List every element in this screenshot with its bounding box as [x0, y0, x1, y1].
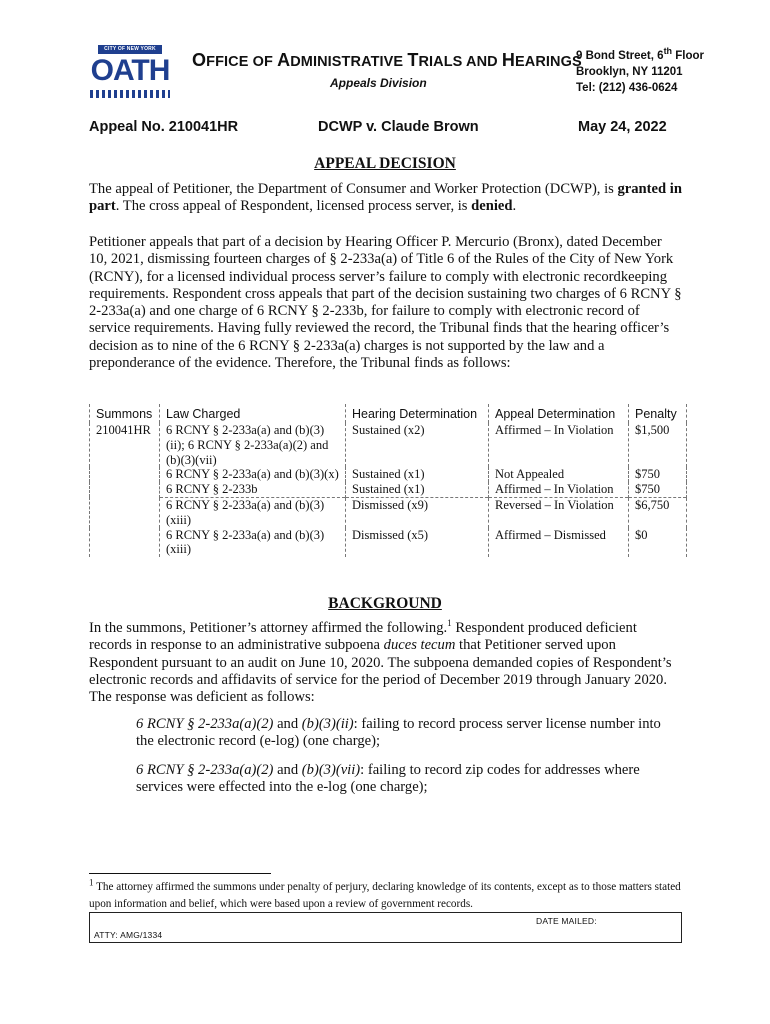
- cell-summons: 210041HR: [90, 423, 160, 467]
- cell-law: 6 RCNY § 2-233a(a) and (b)(3)(ii); 6 RCNY § 2-233a(a)(2) and (b)(3)(vii): [160, 423, 346, 467]
- cell-appeal: Affirmed – Dismissed: [489, 528, 629, 558]
- office-title: OFFICE OF ADMINISTRATIVE TRIALS AND HEARINGS: [192, 50, 582, 70]
- cell-summons: [90, 497, 160, 527]
- cell-summons: [90, 482, 160, 497]
- address-line-2: Brooklyn, NY 11201: [576, 66, 683, 78]
- cell-law: 6 RCNY § 2-233a(a) and (b)(3)(x): [160, 467, 346, 482]
- appeal-number: Appeal No. 210041HR: [89, 119, 239, 135]
- cell-hearing: Sustained (x1): [346, 467, 489, 482]
- office-address: [576, 48, 704, 96]
- cell-summons: [90, 528, 160, 558]
- cell-hearing: Dismissed (x5): [346, 528, 489, 558]
- list-item: 6 RCNY § 2-233a(a)(2) and (b)(3)(ii): failing to record process server license number into the electronic record (e-log) (one charge);: [136, 716, 661, 750]
- header-law-charged: Law Charged: [160, 404, 346, 423]
- address-line-3: Tel: (212) 436-0624: [576, 82, 678, 94]
- background-paragraph: In the summons, Petitioner’s attorney affirmed the following.$^1$ Respondent produced deficient records in response to an administrative subpoena duces tecum that Petitioner served upon Respondent pursuant to an audit on June 10, 2020. The subpoena demanded copies of Respondent’s electronic records and affidavits of service for the period of December 2019 through January 2020. The response was deficient as follows:: [89, 618, 672, 706]
- oath-logo: [90, 40, 170, 100]
- cell-penalty: $0: [629, 528, 687, 558]
- logo-word: OATH: [90, 54, 170, 87]
- cell-penalty: $750: [629, 482, 687, 497]
- cell-appeal: Reversed – In Violation: [489, 497, 629, 527]
- determinations-table: [89, 404, 686, 557]
- header-hearing-determination: Hearing Determination: [346, 404, 489, 423]
- cell-appeal: Affirmed – In Violation: [489, 423, 629, 467]
- cell-appeal: Affirmed – In Violation: [489, 482, 629, 497]
- address-line-1: 9 Bond Street, 6th Floor: [576, 46, 705, 62]
- case-name: DCWP v. Claude Brown: [318, 119, 479, 135]
- cell-hearing: Sustained (x2): [346, 423, 489, 467]
- header-summons: Summons: [90, 404, 160, 423]
- cell-law: 6 RCNY § 2-233b: [160, 482, 346, 497]
- cell-appeal: Not Appealed: [489, 467, 629, 482]
- logo-band: CITY OF NEW YORK: [98, 45, 162, 54]
- footnote-ref: 1: [447, 618, 452, 629]
- cell-hearing: Dismissed (x9): [346, 497, 489, 527]
- header-penalty: Penalty: [629, 404, 687, 423]
- summary-paragraph: Petitioner appeals that part of a decision by Hearing Officer P. Mercurio (Bronx), dated December 10, 2021, dismissing fourteen charges of § 2-233a(a) of Title 6 of the Rules of the City of New York (RCNY), for a licensed individual process server’s failure to comply with electronic recordkeeping requirements. Respondent cross appeals that part of the decision sustaining two charges of 6 RCNY § 2-233a(a) and one charge of 6 RCNY § 2-233b, for failure to comply with electronic record of service requirements. Having fully reviewed the record, the Tribunal finds that the hearing officer’s decision as to nine of the 6 RCNY § 2-233a(a) charges is not supported by the law and a preponderance of the evidence. Therefore, the Tribunal finds as follows:: [89, 234, 682, 372]
- footnote-mark: 1: [89, 877, 94, 888]
- header-appeal-determination: Appeal Determination: [489, 404, 629, 423]
- attorney-code: ATTY: AMG/1334: [94, 930, 163, 940]
- footnote-rule: [89, 873, 271, 874]
- table-row: [90, 528, 687, 558]
- cell-penalty: $1,500: [629, 423, 687, 467]
- cell-penalty: $750: [629, 467, 687, 482]
- logo-pillars: [90, 90, 170, 98]
- cell-summons: [90, 467, 160, 482]
- appeal-decision-heading: APPEAL DECISION: [314, 155, 456, 172]
- table-header-row: [90, 404, 687, 423]
- cell-law: 6 RCNY § 2-233a(a) and (b)(3)(xiii): [160, 497, 346, 527]
- background-heading: BACKGROUND: [328, 595, 442, 612]
- footnote: $^1$ The attorney affirmed the summons under penalty of perjury, declaring knowledge of its contents, except as to those matters stated upon information and belief, which were based upon a review of government records.: [89, 877, 681, 910]
- decision-date: May 24, 2022: [578, 119, 667, 135]
- cell-penalty: $6,750: [629, 497, 687, 527]
- mailing-box: [89, 912, 682, 943]
- cell-hearing: Sustained (x1): [346, 482, 489, 497]
- cell-law: 6 RCNY § 2-233a(a) and (b)(3)(xiii): [160, 528, 346, 558]
- table-row: [90, 482, 687, 497]
- table-row: [90, 423, 687, 467]
- list-item: 6 RCNY § 2-233a(a)(2) and (b)(3)(vii): failing to record zip codes for addresses where services were effected into the e-log (one charge);: [136, 762, 640, 796]
- division-name: Appeals Division: [330, 76, 427, 90]
- table-row: [90, 467, 687, 482]
- date-mailed-label: DATE MAILED:: [536, 916, 597, 926]
- intro-paragraph: The appeal of Petitioner, the Department of Consumer and Worker Protection (DCWP), is granted in part. The cross appeal of Respondent, licensed process server, is denied.: [89, 181, 682, 215]
- table-row: [90, 497, 687, 527]
